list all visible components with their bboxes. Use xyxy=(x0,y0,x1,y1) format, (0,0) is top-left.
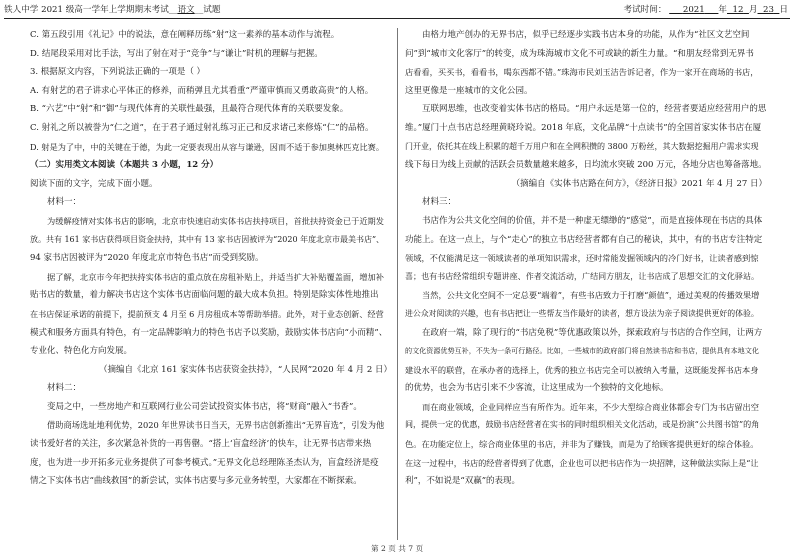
paragraph-line: 问”到“城市文化客厅”的转变，成为珠海城市文化不可或缺的新生力量。“和朋友经常到无界书 xyxy=(405,48,754,59)
exam-time: 考试时间： 2021 年 12 月 23 日 xyxy=(623,5,788,15)
paragraph-line: 读书爱好者的关注，多次紧急补货的一再售罄。“搭上‘盲盒经济’的快车，让无界书店带来热 xyxy=(30,439,372,450)
school-exam-name: 铁人中学 2021 级高一学年上学期期末考试 xyxy=(4,5,169,15)
paragraph-line: 的优势，也会为书店引来不少客流，让这里成为一个独特的文化地标。 xyxy=(405,383,669,394)
paragraph-line: 这里更像是一座城市的文化公园。 xyxy=(405,85,533,96)
paragraph-line: 而在商业领域，企业同样应当有所作为。近年来，不少大型综合商业体都会专门为书店留出空 xyxy=(422,401,759,412)
exam-month: 12 xyxy=(732,5,744,15)
paragraph-line: 度，也为进一步开拓多元业务提供了可参考模式。”无界文化总经理陈圣杰认为，盲盒经济是疫 xyxy=(30,457,379,468)
paragraph-line: 94 家书店因被评为“2020 年度北京市特色书店”而受到奖励。 xyxy=(30,253,264,264)
column-divider xyxy=(397,28,398,540)
paragraph-line: 在政府一端，除了现行的“书店免税”等优惠政策以外，探索政府与书店的合作空间，让两方 xyxy=(422,327,763,338)
material-label: 材料二： xyxy=(47,383,82,394)
paragraph-line: 维。”厦门十点书店总经理黄晓玲说。2018 年底，文化品牌“十点读书”的全国首家实体书店在厦 xyxy=(405,122,762,133)
paragraph-line: 情之下实体书店“曲线救国”的新尝试，实体书店要与多元业务转型，大家都在不断探索。 xyxy=(30,476,362,487)
paragraph-line: 互联网思维，也改变着实体书店的格局。“用户永远是第一位的，经营者要适应经营用户的思 xyxy=(422,104,767,115)
paragraph-line: 店看看，买买书，看看书，喝东西都不错。”珠海市民刘玉洁告诉记者，作为一家开在商场的书店， xyxy=(405,67,759,78)
section-heading: （二）实用类文本阅读（本题共 3 小题，12 分） xyxy=(30,160,219,171)
option-line: D. 结尾段采用对比手法，写出了射在对于“竞争”与“谦让”时机的理解与把握。 xyxy=(30,48,323,59)
paragraph-line: 变局之中，一些房地产和互联网行业公司尝试投资实体书店，将“财商”融入“书香”。 xyxy=(47,401,362,412)
paragraph-line: 模式和服务方面具有特色，有一定品牌影响力的特色书店予以奖励，鼓励实体书店向“小而精”、 xyxy=(30,327,388,338)
paragraph-line: 专业化、特色化方向发展。 xyxy=(30,346,133,357)
paragraph-line: 当然，公共文化空间不一定总要“端着”，有些书店致力于打磨“颜值”，通过美观的传播效果增 xyxy=(422,290,760,301)
paragraph-line: 利”，不如说是“双赢”的表现。 xyxy=(405,476,521,487)
paragraph-line: 放。共有 161 家书店获得项目资金扶持，其中有 13 家书店因被评为“2020 年度北京市最美书店”、 xyxy=(30,234,385,244)
question-stem: 3. 根据原文内容，下列说法正确的一项是（ ） xyxy=(30,67,206,78)
paragraph-line: 借助商场选址地利优势，2020 年世界读书日当天，无界书店创新推出“无界盲选”，引发为他 xyxy=(47,420,385,431)
page-number: 第 2 页 共 7 页 xyxy=(370,544,424,553)
option-line: B. “六艺”中“射”和“御”与现代体育的关联性最强，且最符合现代体育的关联要发象。 xyxy=(30,104,349,115)
exam-title: 铁人中学 2021 级高一学年上学期期末考试__语文__试题 xyxy=(4,5,221,15)
paragraph-line: 书店作为公共文化空间的价值，并不是一种虚无缥缈的“感觉”，而是直接体现在书店的具体 xyxy=(422,215,763,226)
paragraph-line: 领域，不仅能满足这一领域读者的单项知识需求，还时常能发掘领域内的冷门好书，让读者感到惊 xyxy=(405,253,759,264)
paragraph-line: 线下每日为线上贡献的活跃会员数量越来越多，日均流水突破 200 万元，各地分店也筹备落地。 xyxy=(405,160,767,171)
paragraph-line: 据了解，北京市今年把扶持实体书店的重点放在房租补贴上，并适当扩大补贴覆盖面，增加补 xyxy=(47,271,384,282)
citation: （摘编自《实体书店路在何方》，《经济日报》2021 年 4 月 27 日） xyxy=(511,178,767,189)
left-column xyxy=(30,26,392,491)
paragraph-line: 门开业，依托其在线上积累的超千万用户和在全网积攒的 3800 万粉丝，其大数据挖掘用户需求实现 xyxy=(405,141,759,151)
exam-year: 2021 xyxy=(682,5,705,15)
paragraph-line: 贴书店的数量，着力解决书店这个实体书店面临问题的最大成本负担。特别是除实体性地推出 xyxy=(30,290,379,301)
exam-day: 23 xyxy=(762,5,774,15)
paragraph-line: 喜；也有书店经常组织专题讲座、作者交流活动，广结同方朋友，让书店成了思想交汇的文化驿站。 xyxy=(405,271,760,281)
material-label: 材料一： xyxy=(47,197,82,208)
exam-time-label: 考试时间： xyxy=(623,5,667,15)
paragraph-line: 为缓解疫情对实体书店的影响，北京市快速启动实体书店扶持项目，首批扶持资金已于近期发 xyxy=(47,215,384,226)
right-column xyxy=(405,26,767,491)
paragraph-line: 建设水平的联营，在承办者的选择上，优秀的独立书店完全可以被纳入考量，这既能发挥书店本身 xyxy=(405,364,759,375)
subject-name: 语文 xyxy=(177,5,195,15)
paragraph-line: 在这一过程中，书店的经营者得到了优惠，企业也可以把书店作为一块招牌，这种做法实际上是“让 xyxy=(405,457,759,468)
option-line: C. 第五段引用《礼记》中的说法，意在阐释历练“射”这一素养的基本动作与流程。 xyxy=(30,30,340,40)
paragraph-line: 在书店保证承诺的前提下，提前预支 4 月至 6 月房租成本等帮助举措。此外，对于业态创新、经营 xyxy=(30,308,384,319)
exam-header xyxy=(4,3,790,19)
paragraph-line: 的文化资源优势互补，不失为一条可行路径。比如，一些城市的政府部门将自然读书店和书店，提供具有本地文化 xyxy=(405,346,759,356)
option-line: D. 射是为了中，中的关键在于德，为此一定要表现出从容与谦逊，因而不适于参加奥林匹克比赛。 xyxy=(30,141,384,152)
paragraph-line: 进公众对阅读的兴趣，也有书店把让一些帮友当作最好的读者，想方设法为亲子阅读提供更好的体验。 xyxy=(405,308,759,318)
paragraph-line: 间，提供一定的优惠，鼓励书店经营者在实书的同时组织相关文化活动，或是扮演“公共图书馆”的角 xyxy=(405,420,760,430)
option-line: C. 射礼之所以被誉为“仁之道”，在于君子通过射礼练习正己和反求诸己来修炼“仁”的品格。 xyxy=(30,122,374,133)
paragraph-line: 色。在功能定位上，综合商业体里的书店，并非为了赚钱，而是为了给顾客提供更好的综合体验。 xyxy=(405,439,759,450)
material-label: 材料三： xyxy=(422,197,457,208)
paragraph-line: 由格力地产创办的无界书店，似乎已经逐步实践书店本身的功能，从作为“社区文艺空间 xyxy=(422,30,750,40)
citation: （摘编自《北京 161 家实体书店获资金扶持》，“人民网”2020 年 4 月 2 日） xyxy=(98,364,392,375)
option-line: A. 有射艺的君子讲求心平体正的修养，而稍弹且尤其看重“严谨审慎而又勇敢高贵”的人格。 xyxy=(30,85,374,96)
paragraph-line: 功能上。在这一点上，与个“走心”的独立书店经营者都有自己的秘诀，其中，有的书店专注特定 xyxy=(405,234,763,245)
instruction-line: 阅读下面的文字，完成下面小题。 xyxy=(30,178,158,189)
